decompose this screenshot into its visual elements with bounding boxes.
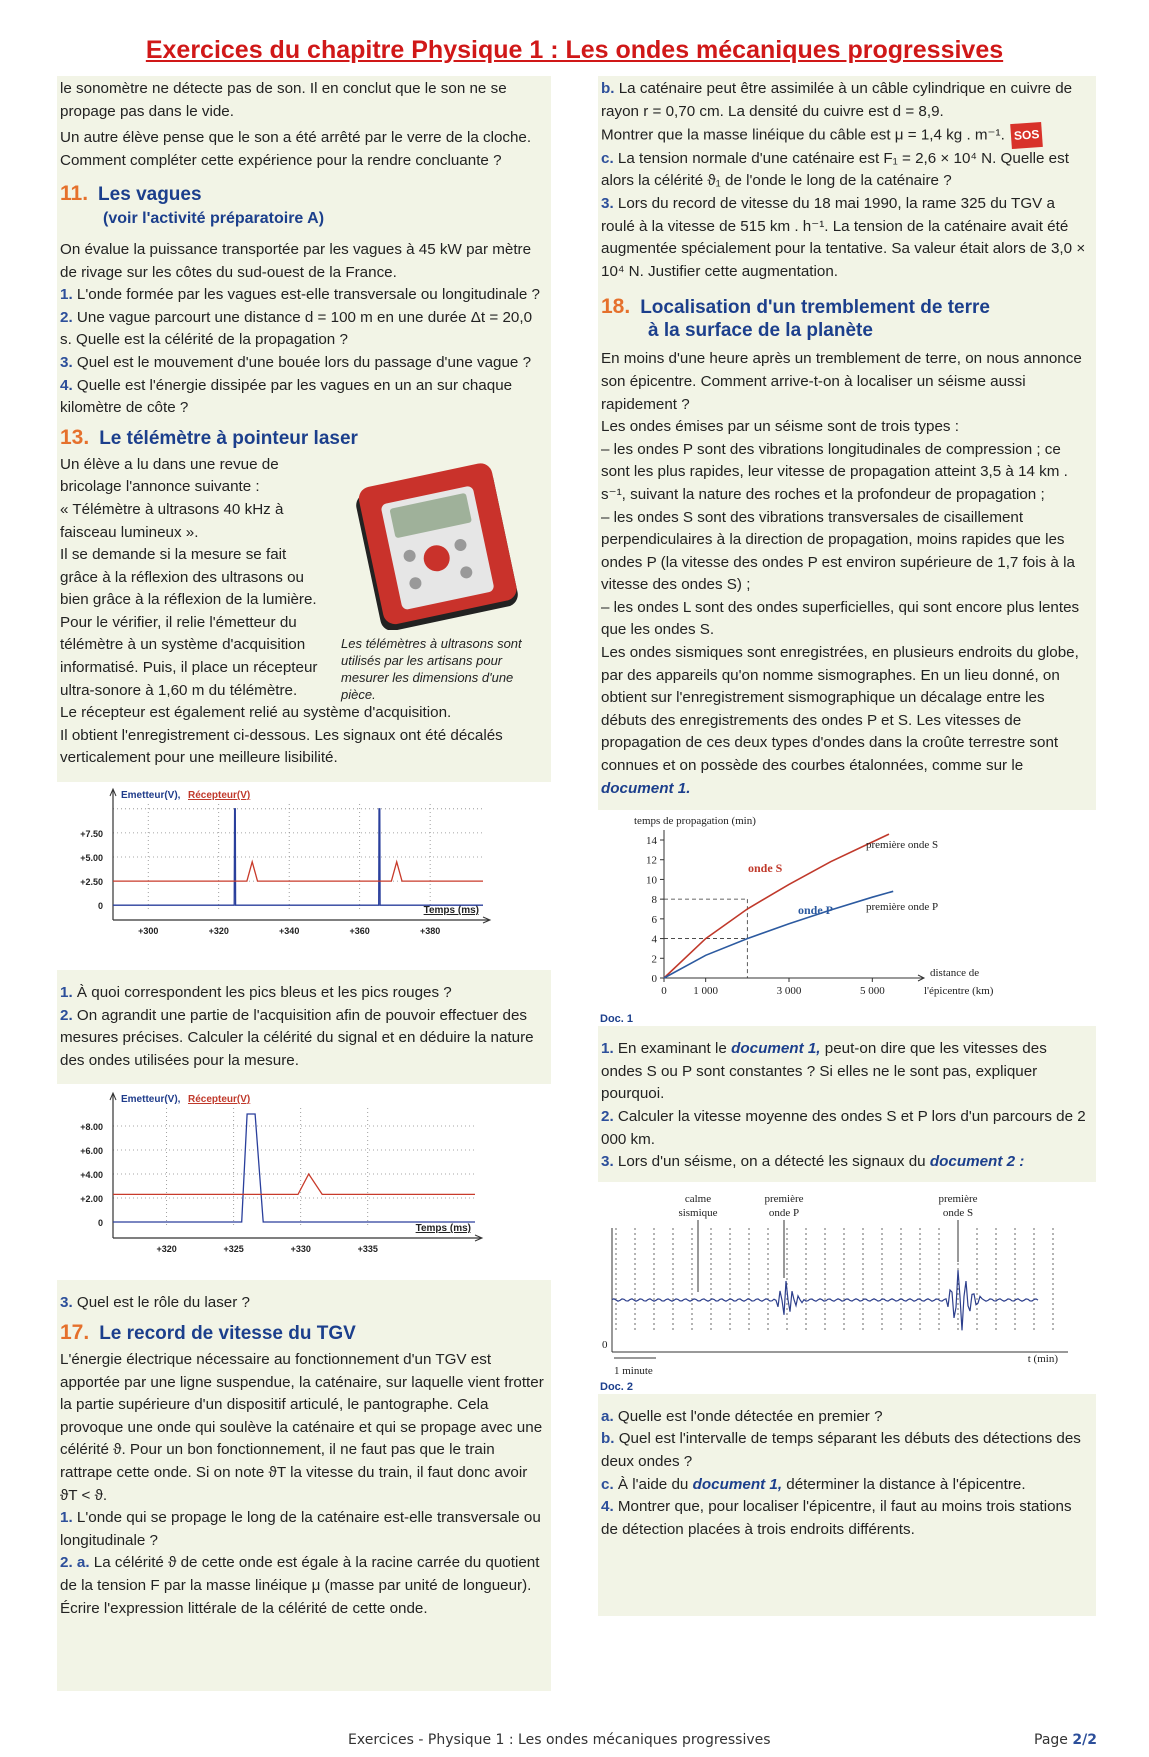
footer-page: Page 2/2 (1034, 1732, 1097, 1748)
y-tick-label: +2.00 (80, 1194, 103, 1205)
calme-label: calme (684, 1192, 712, 1205)
exercise-text: Un élève a lu dans une revue de bricolage l'annonce suivante : (60, 455, 279, 496)
exercise-heading (57, 182, 551, 206)
question: 2. Calculer la vitesse moyenne des ondes S et P lors d'un parcours de 2 000 km. (601, 1108, 1086, 1148)
exercise-text: – les ondes S sont des vibrations transversales de cisaillement perpendiculaires à la direction de propagation, moins rapides que les ondes P (la vitesse des ondes P est environ supérieure de 1,7 fois à la vitesse des ondes S) ; (601, 508, 1075, 594)
exercise-number: 13. (60, 425, 90, 449)
recepteur-series (113, 862, 483, 881)
onde-p-curve (664, 892, 893, 979)
x-tick-label: 5 000 (859, 985, 885, 998)
y-tick-label: 8 (651, 894, 657, 907)
question: 4. Montrer que, pour localiser l'épicentre, il faut au moins trois stations de détection placées à trois endroits différents. (601, 1498, 1072, 1538)
exercise-heading (598, 295, 1096, 342)
first-s-annotation: première (938, 1192, 978, 1205)
doc2-caption: Doc. 2 (600, 1380, 634, 1393)
y-axis-label: temps de propagation (min) (634, 815, 756, 828)
x-axis-label: distance de (930, 967, 980, 980)
question: 1. En examinant le document 1, peut-on dire que les vitesses des ondes S ou P sont constantes ? Si elles ne le sont pas, expliquer pourquoi. (601, 1040, 1047, 1103)
legend-emetteur: Emetteur(V), (121, 1094, 181, 1106)
left-column (57, 76, 551, 1691)
x-tick-label: +325 (223, 1244, 244, 1255)
legend-emetteur: Emetteur(V), (121, 790, 181, 802)
question: 1. L'onde qui se propage le long de la caténaire est-elle transversale ou longitudinale ? (60, 1509, 541, 1549)
y-tick-label: +6.00 (80, 1146, 103, 1157)
question: 4. Quelle est l'énergie dissipée par les vagues en un an sur chaque kilomètre de côte ? (60, 376, 513, 417)
y-tick-label: +4.00 (80, 1170, 103, 1181)
sos-badge: SOS (1010, 122, 1043, 149)
y-tick-label: +2.50 (80, 877, 103, 888)
question: c. À l'aide du document 1, déterminer la distance à l'épicentre. (601, 1475, 1026, 1493)
exercise-number: 18. (601, 295, 631, 319)
first-p-annotation: onde P (768, 1206, 800, 1219)
legend-recepteur: Récepteur(V) (188, 1094, 251, 1106)
y-tick-label: 6 (651, 914, 657, 927)
exercise-heading (57, 1321, 551, 1345)
x-tick-label: +300 (138, 926, 159, 937)
x-tick-label: +320 (208, 926, 229, 937)
first-p-label: première onde P (866, 901, 939, 914)
exercise-18 (598, 295, 1096, 1541)
question: b. La caténaire peut être assimilée à un câble cylindrique en cuivre de rayon r = 0,70 cm. La densité du cuivre est d = 8,9. (601, 80, 1073, 120)
y-tick-label: 0 (97, 901, 103, 912)
onde-s-label: onde S (748, 861, 783, 876)
exercise-text: Il obtient l'enregistrement ci-dessous. Les signaux ont été décalés verticalement pour une meilleure lisibilité. (60, 726, 503, 767)
x-tick-label: 1 000 (693, 985, 719, 998)
legend-recepteur: Récepteur(V) (188, 790, 251, 802)
doc1-graph (598, 810, 1096, 1026)
question: 1. À quoi correspondent les pics bleus et les pics rouges ? (60, 984, 452, 1002)
y-tick-label: 10 (646, 874, 657, 887)
exercise-11 (57, 182, 551, 419)
exercise-title-line2: à la surface de la planète (648, 320, 873, 342)
x-tick-label: +330 (290, 1244, 311, 1255)
y-tick-label: 0 (651, 973, 657, 986)
zero-label: 0 (602, 1338, 608, 1351)
x-axis-label: Temps (ms) (423, 905, 479, 917)
exercise-subtitle: (voir l'activité préparatoire A) (103, 210, 325, 228)
x-axis-label: l'épicentre (km) (924, 985, 994, 998)
question: 2. a. La célérité ϑ de cette onde est égale à la racine carrée du quotient de la tension F par la masse linéique μ (masse par unité de longueur). Écrire l'expression littérale de la célérité de cette onde. (60, 1554, 540, 1617)
exercise-text: Les ondes sismiques sont enregistrées, en plusieurs endroits du globe, par des appareils qu'on nomme sismographes. En un lieu donné, on obtient sur l'enregistrement sismographique un décalage entre les débuts des enregistrements des ondes P et S. Les vitesses de propagation de ces deux types d'ondes dans la croûte terrestre sont connues et on possède des courbes étalonnées, comme sur le document 1. (601, 644, 1079, 797)
question: Montrer que la masse linéique du câble est μ = 1,4 kg . m⁻¹. SOS (598, 123, 1096, 148)
emetteur-series (113, 1114, 475, 1222)
question: 2. On agrandit une partie de l'acquisition afin de pouvoir effectuer des mesures précises. Calculer la célérité du signal et en déduire la nature des ondes utilisées pour la mesure. (60, 1006, 534, 1069)
onde-p-label: onde P (798, 903, 834, 918)
question: 3. Lors du record de vitesse du 18 mai 1990, la rame 325 du TGV a roulé à la vitesse de 515 km . h⁻¹. La tension de la caténaire avait été augmentée spécialement pour la tentative. Sa valeur était alors de 3,0 × 10⁴ N. Justifier cette augmentation. (601, 194, 1086, 280)
footer-text: Exercices - Physique 1 : Les ondes mécaniques progressives (348, 1732, 771, 1748)
rangefinder-photo (341, 460, 531, 704)
y-tick-label: +8.00 (80, 1122, 103, 1133)
question: a. Quelle est l'onde détectée en premier ? (601, 1407, 883, 1425)
y-tick-label: 12 (646, 854, 657, 867)
exercise-text: Les ondes émises par un séisme sont de trois types : (601, 418, 959, 436)
exercise-17 (57, 1321, 551, 1620)
doc1-caption: Doc. 1 (600, 1013, 634, 1026)
x-axis-label: Temps (ms) (415, 1223, 471, 1235)
first-p-annotation: première (764, 1192, 804, 1205)
acquisition-graph-2 (57, 1084, 551, 1280)
exercise-quote: « Télémètre à ultrasons 40 kHz à faisceau lumineux ». (60, 500, 284, 541)
exercise-title: Le record de vitesse du TGV (99, 1323, 356, 1344)
first-s-label: première onde S (866, 839, 939, 852)
doc2-graph (598, 1182, 1096, 1394)
recepteur-series (113, 1174, 475, 1194)
y-tick-label: +5.00 (80, 853, 103, 864)
exercise-text: Le récepteur est également relié au système d'acquisition. (60, 704, 452, 722)
x-tick-label: +340 (279, 926, 300, 937)
question: 3. Quel est le rôle du laser ? (60, 1294, 250, 1312)
exercise-13-text-wrap (57, 454, 329, 703)
exercise-number: 11. (60, 182, 89, 206)
y-tick-label: 4 (651, 933, 657, 946)
y-tick-label: 2 (651, 953, 657, 966)
intro-paragraph: Un autre élève pense que le son a été arrêté par le verre de la cloche. Comment compléter cette expérience pour la rendre concluante ? (60, 129, 532, 169)
exercise-text: On évalue la puissance transportée par les vagues à 45 kW par mètre de rivage sur les côtes du sud-ouest de la France. (60, 240, 532, 281)
x-tick-label: 3 000 (776, 985, 802, 998)
exercise-13 (57, 426, 551, 1315)
x-tick-label: +320 (156, 1244, 177, 1255)
acquisition-chart-2 (57, 1084, 551, 1280)
page-title: Exercices du chapitre Physique 1 : Les ondes mécaniques progressives (145, 36, 1004, 64)
x-tick-label: +380 (420, 926, 441, 937)
document-reference: document 1. (601, 779, 691, 797)
question: 1. L'onde formée par les vagues est-elle transversale ou longitudinale ? (60, 286, 540, 304)
propagation-chart (598, 810, 1096, 1026)
exercise-number: 17. (60, 1321, 90, 1344)
y-tick-label: +7.50 (80, 828, 103, 839)
seismogram-chart (598, 1182, 1096, 1394)
acquisition-chart-1 (57, 782, 551, 970)
question: c. La tension normale d'une caténaire est F₁ = 2,6 × 10⁴ N. Quelle est alors la célérité ϑ₁ de l'onde le long de la caténaire ? (601, 149, 1069, 190)
y-tick-label: 0 (97, 1218, 103, 1229)
calme-label: sismique (678, 1206, 718, 1219)
minute-label: 1 minute (614, 1364, 653, 1377)
onde-s-curve (664, 834, 889, 978)
exercise-title: Le télémètre à pointeur laser (99, 427, 358, 449)
exercise-text: – les ondes P sont des vibrations longitudinales de compression ; ce sont les plus rapides, leur vitesse de propagation atteint 3,5 à 14 km . s⁻¹, suivant la nature des roches et la profondeur de propagation ; (601, 440, 1068, 503)
exercise-text: Il se demande si la mesure se fait grâce à la réflexion des ultrasons ou bien grâce à la réflexion de la lumière. Pour le vérifier, il relie l'émetteur du télémètre à un système d'acquisition informatisé. Puis, il place un récepteur ultra-sonore à 1,60 m du télémètre. (60, 546, 318, 699)
x-tick-label: +335 (357, 1244, 378, 1255)
question: 3. Quel est le mouvement d'une bouée lors du passage d'une vague ? (60, 353, 532, 371)
first-s-annotation: onde S (942, 1206, 974, 1219)
exercise-text: – les ondes L sont des ondes superficielles, qui sont encore plus lentes que les ondes S. (601, 598, 1080, 639)
time-axis-label: t (min) (1027, 1352, 1058, 1365)
question: b. Quel est l'intervalle de temps séparant les débuts des détections des deux ondes ? (601, 1430, 1081, 1470)
exercise-text: En moins d'une heure après un tremblement de terre, on nous annonce son épicentre. Comment arrive-t-on à localiser un séisme aussi rapidement ? (601, 350, 1082, 413)
exercise-heading (57, 426, 551, 450)
x-tick-label: 0 (661, 985, 667, 998)
question: 2. Une vague parcourt une distance d = 100 m en une durée Δt = 20,0 s. Quelle est la célérité de la propagation ? (60, 308, 533, 349)
exercise-title: Localisation d'un tremblement de terre (640, 297, 990, 319)
photo-caption: Les télémètres à ultrasons sont utilisés par les artisans pour mesurer les dimensions d'une pièce. (341, 636, 522, 703)
exercise-text: L'énergie électrique nécessaire au fonctionnement d'un TGV est apportée par une ligne suspendue, la caténaire, sur laquelle vient frotter la partie supérieure d'un dispositif articulé, le pantographe. Cela provoque une onde qui soulève la caténaire et qui se propage avec une célérité ϑ. Pour un bon fonctionnement, il ne faut pas que le train rattrape cette onde. Si on note ϑT la vitesse du train, il faut donc avoir ϑT < ϑ. (60, 1351, 544, 1504)
acquisition-graph-1 (57, 782, 551, 970)
x-tick-label: +360 (349, 926, 370, 937)
question: 3. Lors d'un séisme, on a détecté les signaux du document 2 : (601, 1153, 1025, 1171)
exercise-title: Les vagues (98, 184, 202, 206)
y-tick-label: 14 (646, 835, 657, 848)
intro-paragraph: le sonomètre ne détecte pas de son. Il en conclut que le son ne se propage pas dans le vide. (60, 80, 507, 120)
right-column (598, 76, 1096, 1616)
